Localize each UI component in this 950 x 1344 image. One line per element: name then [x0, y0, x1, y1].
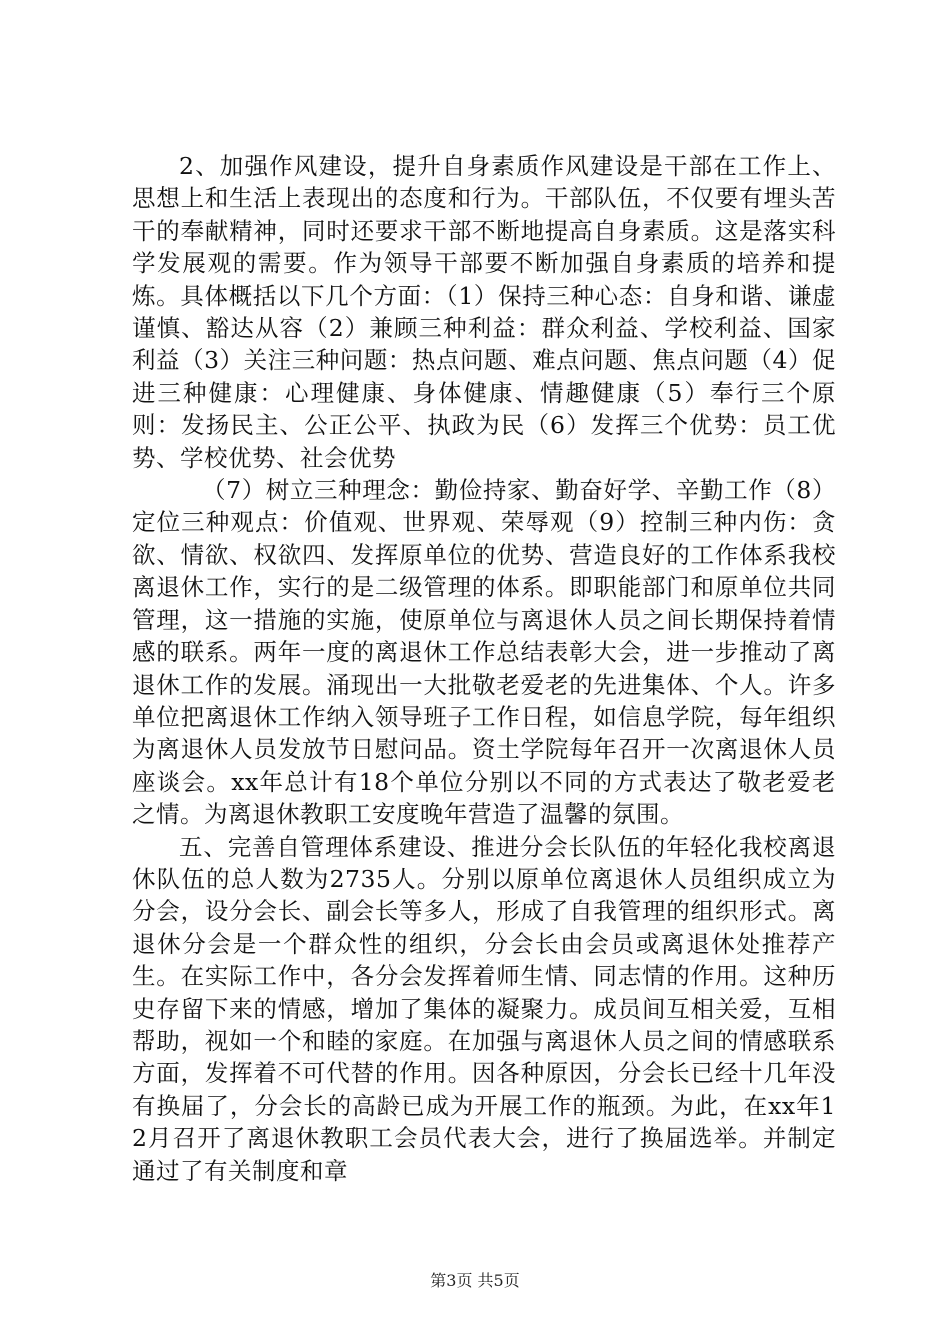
- paragraph-work-style: 2、加强作风建设，提升自身素质作风建设是干部在工作上、思想上和生活上表现出的态度和行为。干部队伍，不仅要有埋头苦干的奉献精神，同时还要求干部不断地提高自身素质。这是落实科学发展观的需要。作为领导干部要不断加强自身素质的培养和提炼。具体概括以下几个方面：（1）保持三种心态：自身和谐、谦虚谨慎、豁达从容（2）兼顾三种利益：群众利益、学校利益、国家利益（3）关注三种问题：热点问题、难点问题、焦点问题（4）促进三种健康：心理健康、身体健康、情趣健康（5）奉行三个原则：发扬民主、公正公平、执政为民（6）发挥三个优势：员工优势、学校优势、社会优势: [132, 152, 836, 472]
- paragraph-self-management: 五、完善自管理体系建设、推进分会长队伍的年轻化我校离退休队伍的总人数为2735人。分别以原单位离退休人员组织成立为分会，设分会长、副会长等多人，形成了自我管理的组织形式。离退休分会是一个群众性的组织，分会长由会员或离退休处推荐产生。在实际工作中，各分会发挥着师生情、同志情的作用。这种历史存留下来的情感，增加了集体的凝聚力。成员间互相关爱，互相帮助，视如一个和睦的家庭。在加强与离退休人员之间的情感联系方面，发挥着不可代替的作用。因各种原因，分会长已经十几年没有换届了，分会长的高龄已成为开展工作的瓶颈。为此，在xx年12月召开了离退休教职工会员代表大会，进行了换届选举。并制定通过了有关制度和章: [132, 832, 836, 1185]
- document-body: [132, 150, 836, 1187]
- page-footer: 第3页 共5页: [430, 1271, 520, 1290]
- paragraph-retirement-system: （7）树立三种理念：勤俭持家、勤奋好学、辛勤工作（8）定位三种观点：价值观、世界观、荣辱观（9）控制三种内伤：贪欲、情欲、权欲四、发挥原单位的优势、营造良好的工作体系我校离退休工作，实行的是二级管理的体系。即职能部门和原单位共同管理，这一措施的实施，使原单位与离退休人员之间长期保持着情感的联系。两年一度的离退休工作总结表彰大会，进一步推动了离退休工作的发展。涌现出一大批敬老爱老的先进集体、个人。许多单位把离退休工作纳入领导班子工作日程，如信息学院，每年组织为离退休人员发放节日慰问品。资土学院每年召开一次离退休人员座谈会。xx年总计有18个单位分别以不同的方式表达了敬老爱老之情。为离退休教职工安度晚年营造了温馨的氛围。: [132, 476, 836, 829]
